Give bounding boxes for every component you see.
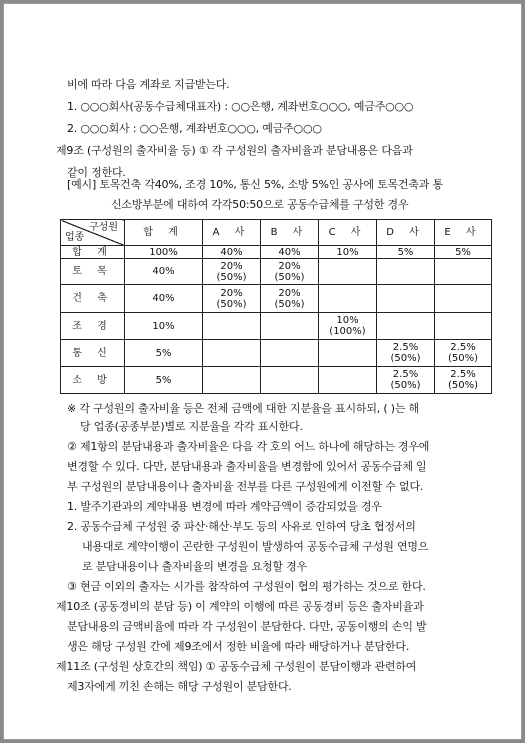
text-line: ③ 현금 이외의 출자는 시가를 참작하여 구성원이 협의 평가하는 것으로 한다. xyxy=(67,580,426,593)
table-cell: 20% (50%) xyxy=(203,285,261,313)
table-cell: 100% xyxy=(125,246,203,259)
example-line: 신소방부분에 대하여 각각50:50으로 공동수급체를 구성한 경우 xyxy=(111,198,409,211)
article-9-heading: 제9조 (구성원의 출자비율 등) ① 각 구성원의 출자비율과 분담내용은 다음과 xyxy=(56,144,413,157)
table-cell: 5% xyxy=(435,246,492,259)
text-line: 2. ○○○회사 : ○○은행, 계좌번호○○○, 예금주○○○ xyxy=(67,122,322,135)
row-label: 조 경 xyxy=(61,313,125,340)
article-11-heading: 제11조 (구성원 상호간의 책임) ① 공동수급체 구성원이 분담이행과 관련하여 xyxy=(56,660,417,673)
corner-member-label: 구성원 xyxy=(89,222,118,233)
text-line: 부 구성원의 분담내용이나 출자비율 전부를 다른 구성원에게 이전할 수 없다. xyxy=(67,480,424,493)
table-row xyxy=(61,285,492,313)
table-cell xyxy=(377,313,435,340)
row-label: 합 계 xyxy=(61,246,125,259)
text-line: 내용대로 계약이행이 곤란한 구성원이 발생하여 공동수급체 구성원 연명으 xyxy=(82,540,429,553)
table-cell: 20% (50%) xyxy=(261,285,319,313)
table-cell xyxy=(377,259,435,285)
text-line: 비에 따라 다음 계좌로 지급받는다. xyxy=(67,78,230,91)
example-line: [예시] 토목건축 각40%, 조경 10%, 통신 5%, 소방 5%인 공사에 토목건축과 통 xyxy=(67,178,443,191)
table-row xyxy=(61,259,492,285)
table-note: ※ 각 구성원의 출자비율 등은 전체 금액에 대한 지분율을 표시하되, ( )는 해 xyxy=(67,402,419,415)
table-cell: 5% xyxy=(377,246,435,259)
table-cell xyxy=(319,367,377,394)
text-line: ② 제1항의 분담내용과 출자비율은 다음 각 호의 어느 하나에 해당하는 경우에 xyxy=(67,440,430,453)
table-cell xyxy=(261,313,319,340)
text-line: 2. 공동수급체 구성원 중 파산·해산·부도 등의 사유로 인하여 당초 협정서의 xyxy=(67,520,416,533)
table-cell xyxy=(319,340,377,367)
table-row xyxy=(61,313,492,340)
text-line: 생은 해당 구성원 간에 제9조에서 정한 비율에 따라 배당하거나 분담한다. xyxy=(67,640,410,653)
table-cell: 5% xyxy=(125,367,203,394)
table-cell: 2.5% (50%) xyxy=(377,340,435,367)
table-cell xyxy=(319,285,377,313)
table-cell xyxy=(435,259,492,285)
share-ratio-table xyxy=(60,219,492,394)
column-header: A 사 xyxy=(203,220,261,246)
table-cell xyxy=(319,259,377,285)
text-line: 1. ○○○회사(공동수급체대표자) : ○○은행, 계좌번호○○○, 예금주○○○ xyxy=(67,100,414,113)
table-cell: 40% xyxy=(125,259,203,285)
row-label: 건 축 xyxy=(61,285,125,313)
text-line: 같이 정한다. xyxy=(67,166,126,179)
table-note: 당 업종(공종부분)별로 지분율을 각각 표시한다. xyxy=(80,420,303,433)
row-label: 소 방 xyxy=(61,367,125,394)
table-cell xyxy=(435,285,492,313)
table-cell: 40% xyxy=(203,246,261,259)
table-row xyxy=(61,367,492,394)
table-cell: 2.5% (50%) xyxy=(435,367,492,394)
table-cell: 2.5% (50%) xyxy=(435,340,492,367)
column-header: D 사 xyxy=(377,220,435,246)
table-cell xyxy=(203,313,261,340)
table-cell: 20% (50%) xyxy=(261,259,319,285)
text-line: 1. 발주기관과의 계약내용 변경에 따라 계약금액이 증감되었을 경우 xyxy=(67,500,382,513)
table-row xyxy=(61,246,492,259)
row-label: 통 신 xyxy=(61,340,125,367)
table-cell: 10% xyxy=(319,246,377,259)
table-cell xyxy=(261,367,319,394)
text-line: 분담내용의 금액비율에 따라 각 구성원이 분담한다. 다만, 공동이행의 손익 발 xyxy=(67,620,427,633)
column-header: B 사 xyxy=(261,220,319,246)
table-cell: 40% xyxy=(125,285,203,313)
document-page xyxy=(3,3,522,740)
table-header-row xyxy=(61,220,492,246)
corner-industry-label: 업종 xyxy=(65,232,85,243)
table-cell xyxy=(203,367,261,394)
article-10-heading: 제10조 (공동경비의 분담 등) 이 계약의 이행에 따른 공동경비 등은 출자비율과 xyxy=(56,600,424,613)
column-header: 합 계 xyxy=(125,220,203,246)
column-header: E 사 xyxy=(435,220,492,246)
text-line: 변경할 수 있다. 다만, 분담내용과 출자비율을 변경함에 있어서 공동수급체 일 xyxy=(67,460,427,473)
table-cell: 20% (50%) xyxy=(203,259,261,285)
table-cell xyxy=(203,340,261,367)
table-cell: 10% xyxy=(125,313,203,340)
table-row xyxy=(61,340,492,367)
table-cell xyxy=(377,285,435,313)
text-line: 제3자에게 끼친 손해는 해당 구성원이 분담한다. xyxy=(67,680,292,693)
table-cell: 40% xyxy=(261,246,319,259)
text-line: 로 분담내용이나 출자비율의 변경을 요청할 경우 xyxy=(82,560,308,573)
table-cell: 2.5% (50%) xyxy=(377,367,435,394)
table-cell xyxy=(261,340,319,367)
column-header: C 사 xyxy=(319,220,377,246)
table-cell xyxy=(435,313,492,340)
table-cell: 10% (100%) xyxy=(319,313,377,340)
row-label: 토 목 xyxy=(61,259,125,285)
table-cell: 5% xyxy=(125,340,203,367)
table-corner-cell xyxy=(61,220,125,246)
